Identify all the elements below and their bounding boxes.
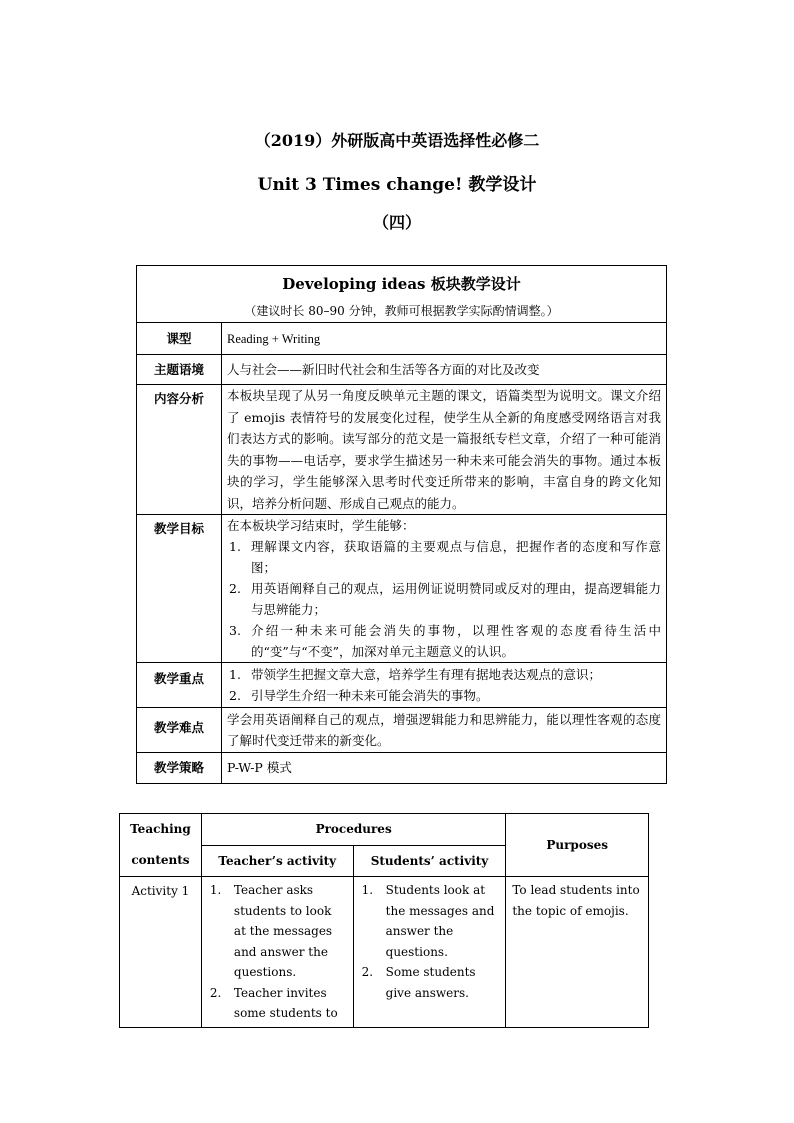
key-points-label: 教学重点	[137, 663, 222, 708]
goal-item: 3. 介绍一种未来可能会消失的事物，以理性客观的态度看待生活中的“变”与“不变”，加深对单元主题意义的认识。	[229, 623, 661, 659]
goal-item: 1. 理解课文内容，获取语篇的主要观点与信息，把握作者的态度和写作意图；	[229, 539, 661, 575]
purpose-cell: To lead students into the topic of emojis.	[506, 877, 649, 1028]
teacher-activity-cell	[201, 877, 353, 1028]
teacher-activity-header: Teacher’s activity	[201, 846, 353, 877]
key-point-item: 2. 引导学生介绍一种未来可能会消失的事物。	[229, 688, 489, 703]
teacher-step: 2. Teacher invites some students to	[209, 985, 338, 1020]
part-number: （四）	[372, 213, 421, 232]
key-points-list	[227, 664, 661, 706]
teaching-goals-label: 教学目标	[137, 515, 222, 663]
key-point-item: 1. 带领学生把握文章大意，培养学生有理有据地表达观点的意识；	[229, 667, 602, 682]
student-step: 1. Students look at the messages and answer the questions.	[361, 883, 495, 959]
content-analysis-label: 内容分析	[137, 385, 222, 515]
key-points-value	[222, 663, 667, 708]
design-title: Developing ideas 板块教学设计	[282, 275, 521, 293]
purposes-header: Purposes	[506, 814, 649, 877]
document-title: （2019）外研版高中英语选择性必修二	[254, 131, 540, 150]
student-step: 2. Some students give answers.	[361, 965, 476, 1000]
strategy-label: 教学策略	[137, 753, 222, 784]
student-steps	[358, 880, 502, 1003]
procedures-table	[119, 813, 649, 1028]
students-activity-header: Students’ activity	[353, 846, 506, 877]
goals-intro: 在本板块学习结束时，学生能够：	[227, 518, 415, 533]
contents-header: Teaching contents	[120, 814, 202, 877]
goals-list	[227, 536, 661, 662]
difficulty-value: 学会用英语阐释自己的观点，增强逻辑能力和思辨能力，能以理性客观的态度了解时代变迁带来的新变化。	[222, 708, 667, 753]
theme-context-label: 主题语境	[137, 355, 222, 385]
difficulty-label: 教学难点	[137, 708, 222, 753]
design-subtitle: （建议时长 80–90 分钟，教师可根据教学实际酌情调整。）	[244, 304, 559, 318]
unit-title: Unit 3 Times change! 教学设计	[257, 175, 537, 195]
design-header-cell	[137, 266, 667, 323]
lesson-type-value: Reading + Writing	[222, 323, 667, 355]
activity-name: Activity 1	[120, 877, 202, 1028]
teaching-goals-value	[222, 515, 667, 663]
goal-item: 2. 用英语阐释自己的观点，运用例证说明赞同或反对的理由，提高逻辑能力与思辨能力；	[229, 581, 661, 617]
students-activity-cell	[353, 877, 506, 1028]
lesson-type-label: 课型	[137, 323, 222, 355]
content-analysis-value: 本板块呈现了从另一角度反映单元主题的课文，语篇类型为说明文。课文介绍了 emojis 表情符号的发展变化过程，使学生从全新的角度感受网络语言对我们表达方式的影响。读写部分的范文是一篇报纸专栏文章，介绍了一种可能消失的事物——电话亭，要求学生描述另一种未来可能会消失的事物。通过本板块的学习，学生能够深入思考时代变迁所带来的影响，丰富自身的跨文化知识，培养分析问题、形成自己观点的能力。	[222, 385, 667, 515]
teacher-steps	[206, 880, 345, 1024]
lesson-design-table	[136, 265, 667, 784]
strategy-value: P-W-P 模式	[222, 753, 667, 784]
teacher-step: 1. Teacher asks students to look at the messages and answer the questions.	[209, 883, 333, 979]
theme-context-value: 人与社会——新旧时代社会和生活等各方面的对比及改变	[222, 355, 667, 385]
procedures-header: Procedures	[201, 814, 505, 846]
